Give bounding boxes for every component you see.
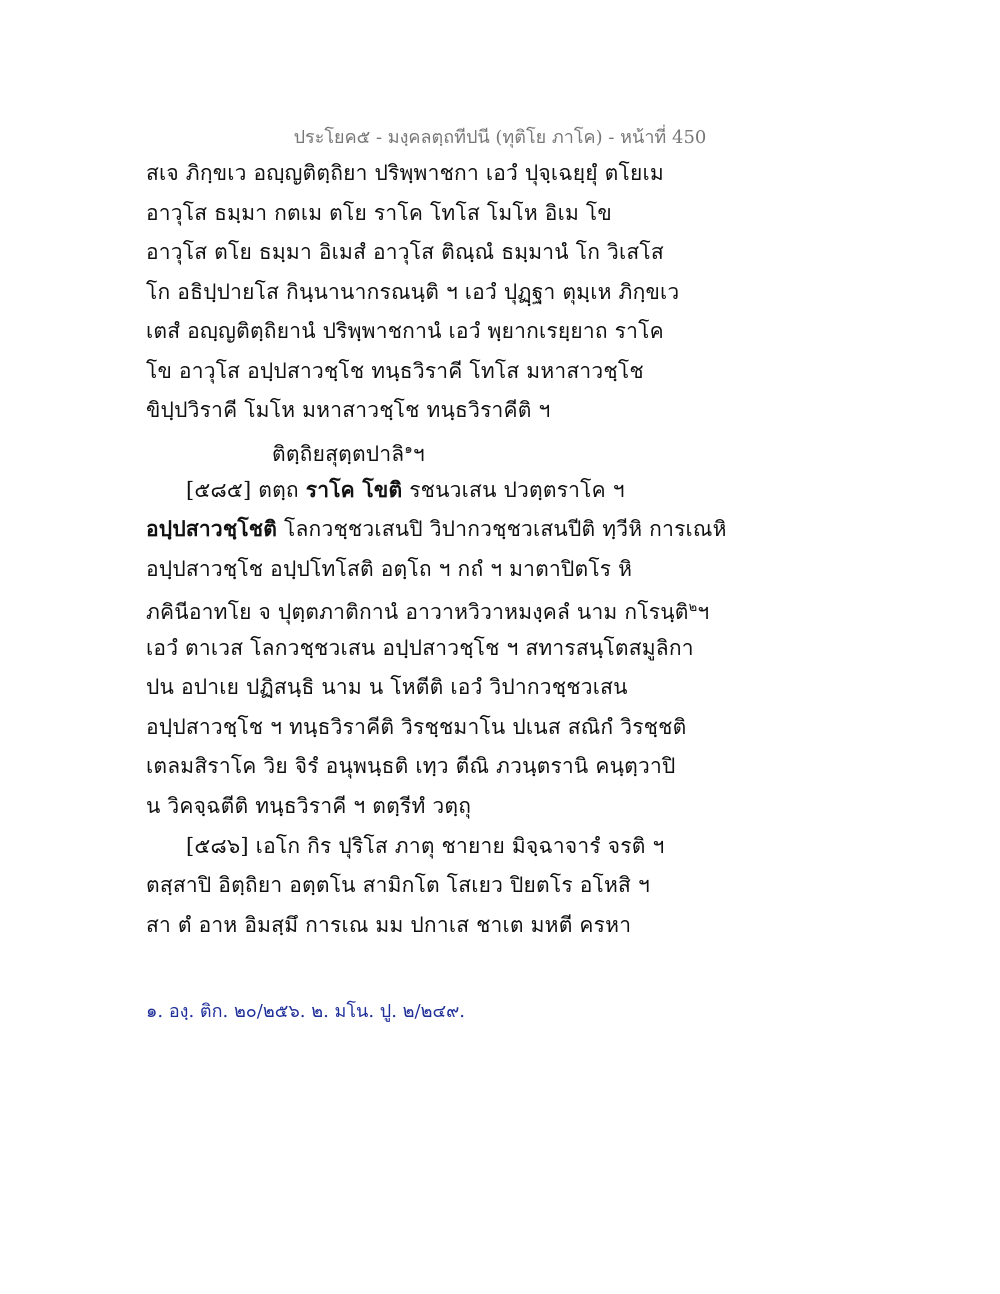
text-line: อาวุโส ตโย ธมฺมา อิเมสํ อาวุโส ติณฺณํ ธมฺมานํ โก วิเสโส	[146, 240, 664, 264]
line-text: ภคินีอาทโย จ ปุตฺตภาติกานํ อาวาหวิวาหมงฺคลํ นาม กโรนฺติ	[146, 600, 689, 624]
text-line: อปฺปสาวชฺโช ฯ ทนฺธวิราคีติ วิรชฺชมาโน ปเนส สณิกํ วิรชฺชติ	[146, 715, 687, 739]
text-line: สเจ ภิกฺขเว อญฺญติตฺถิยา ปริพฺพาชกา เอวํ ปุจฺเฉยฺยุํ ตโยเม	[146, 161, 664, 185]
text-line: อาวุโส ธมฺมา กตเม ตโย ราโค โทโส โมโห อิเม โข	[146, 201, 612, 225]
footnote-marker-2: ๒	[688, 600, 698, 615]
text-line: โข อาวุโส อปฺปสาวชฺโช ทนฺธวิราคี โทโส มหาสาวชฺโช	[146, 359, 644, 383]
text-line: เตสํ อญฺญติตฺถิยานํ ปริพฺพาชกานํ เอวํ พฺยากเรยฺยาถ ราโค	[146, 319, 664, 343]
paragraph-585-line	[186, 475, 625, 505]
bold-term: อปฺปสาวชฺโชติ	[146, 516, 278, 541]
sutta-end-line	[272, 435, 425, 469]
footnote-marker-1: ๑	[404, 442, 413, 457]
text-line: ขิปฺปวิราคี โมโห มหาสาวชฺโช ทนฺธวิราคีติ ฯ	[146, 398, 551, 422]
page-header: ประโยค๕ - มงฺคลตฺถทีปนี (ทุติโย ภาโค) - หน้าที่ 450	[293, 127, 707, 148]
end-mark: ฯ	[697, 600, 710, 624]
sutta-title: ติตฺถิยสุตฺตปาลิ	[272, 442, 405, 466]
text-line: โก อธิปฺปายโส กินฺนานากรณนฺติ ฯ เอวํ ปุฏฺฐา ตุมฺเห ภิกฺขเว	[146, 280, 680, 304]
para-text: ตตฺถ	[251, 478, 306, 502]
text-line: อปฺปสาวชฺโช อปฺปโทโสติ อตฺโถ ฯ กถํ ฯ มาตาปิตโร หิ	[146, 557, 633, 581]
text-line	[146, 593, 709, 627]
text-line: ปน อปาเย ปฏิสนฺธิ นาม น โหตีติ เอวํ วิปากวชฺชวเสน	[146, 675, 628, 699]
sutta-end-mark: ฯ	[412, 442, 425, 466]
paragraph-586-line: [๕๘๖] เอโก กิร ปุริโส ภาตุ ชายาย มิจฺฉาจารํ จรติ ฯ	[186, 834, 665, 858]
text-line: เตลมสิราโค วิย จิรํ อนุพนฺธติ เทฺว ตีณิ ภวนฺตรานิ คนฺตฺวาปิ	[146, 754, 676, 778]
para-text: รชนวเสน ปวตฺตราโค ฯ	[402, 478, 625, 502]
text-line: ตสฺสาปิ อิตฺถิยา อตฺตโน สามิกโต โสเยว ปิยตโร อโหสิ ฯ	[146, 873, 650, 897]
line-text: โลกวชฺชวเสนปิ วิปากวชฺชวเสนปีติ ทฺวีหิ การเณหิ	[277, 517, 727, 541]
text-line: น วิคจฺฉตีติ ทนฺธวิราคี ฯ ตตฺรีทํ วตฺถุ	[146, 794, 472, 818]
text-line	[146, 514, 727, 544]
footnote: ๑. องฺ. ติก. ๒๐/๒๕๖. ๒. มโน. ปู. ๒/๒๔๙.	[146, 1001, 465, 1022]
bold-term: ราโค โขติ	[305, 477, 403, 502]
text-line: สา ตํ อาห อิมสฺมึ การเณ มม ปกาเส ชาเต มหตี ครหา	[146, 913, 632, 937]
text-line: เอวํ ตาเวส โลกวชฺชวเสน อปฺปสาวชฺโช ฯ สทารสนฺโตสมูลิกา	[146, 636, 694, 660]
paragraph-number: [๕๘๕]	[186, 478, 252, 502]
